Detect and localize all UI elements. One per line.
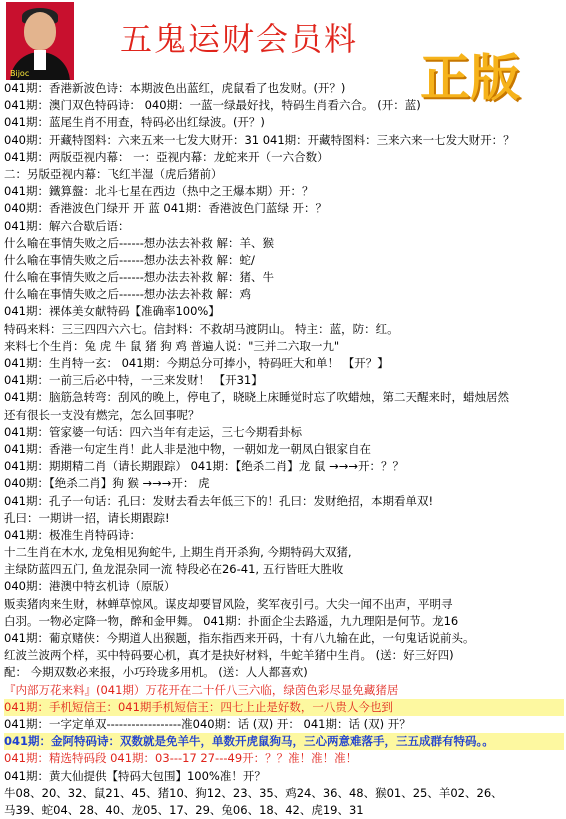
line-atv-inside-2: 二：另版亞视内幕：飞红半湿（虎后猪前） — [4, 166, 223, 181]
line-two-zodiac-1: 041期：期期精二肖（请长期跟踪） 041期：【绝杀二肖】龙 鼠 →→→开：？？ — [4, 459, 405, 474]
line-hidden-picture: 040期：开藏特图料：六来五来一七发大财开：31 041期：开藏特图料：三来六来一七发大财开：？ — [4, 132, 515, 147]
line-riddle-4: 什么喻在事情失败之后------想办法去补救 解：鸡 — [4, 287, 252, 302]
line-riddle-title: 041期：解六合歇后语： — [4, 218, 130, 233]
line-wave-gate: 040期：香港波色门绿开 开 蓝 041期：香港波色门蓝绿 开：？ — [4, 201, 328, 216]
line-atv-inside-1: 041期：两版亞视内幕： 一：亞视内幕：龙蛇来开（一六合数） — [4, 149, 329, 164]
line-numbers-2: 马39、蛇04、28、40、龙05、17、29、兔06、18、42、虎19、31 — [4, 802, 364, 817]
line-code-range: 041期：精选特码段 041期：03---17 27---49开：？？准！准！准！ — [4, 751, 358, 766]
line-confucius-1: 041期：孔子一句话：孔曰：发财去看去年低三下的！孔曰：发财绝招，本期看单双! — [4, 493, 434, 508]
line-confucius-2: 孔曰：一期讲一招，请长期跟踪! — [4, 510, 170, 525]
line-beauty-2: 来料七个生肖：兔 虎 牛 鼠 猪 狗 鸡 普遍人说："三并二六取一九" — [4, 338, 340, 353]
line-mystic-title: 040期：港澳中特玄机诗（原版） — [4, 579, 176, 594]
line-brain-teaser-2: 还有很长一支没有燃完，怎么回事呢？ — [4, 407, 200, 422]
line-beauty-title: 041期：裸体美女献特码【准确率100%】 — [4, 304, 220, 319]
genuine-badge: 正版 — [420, 49, 520, 107]
line-iron-abacus: 041期：鐵算盤：北斗七星在西边（热中之王爆本期）开：？ — [4, 184, 314, 199]
line-sms-king: 041期：手机短信王：041期手机短信王：四七上止是好数，一八贵人今也到 — [4, 699, 564, 716]
line-hk-sentence: 041期：香港一句定生肖！此人非是池中物，一朝如龙一朝凤白银家自在 — [4, 441, 371, 456]
line-single-double: 041期：一字定单双------------------准040期：话 (双) 开： 041期：话 (双) 开？ — [4, 716, 411, 731]
line-riddle-1: 什么喻在事情失败之后------想办法去补救 解：羊、猴 — [4, 235, 275, 250]
line-poem-1: 十二生肖在木水, 龙兔相见狗蛇牛, 上期生肖开杀狗, 今期特码大双猪, — [4, 545, 352, 560]
master-photo — [6, 2, 74, 80]
photo-tag: Bijoc — [10, 69, 30, 78]
line-macau-poem-2: 041期：蓝尾生肖不用查，特码必出红绿波。(开？) — [4, 115, 265, 130]
photo-shirt — [34, 50, 46, 70]
line-macau-poem: 041期：澳门双色特码诗： 040期：一蓝一绿最好找，特码生肖看六合。 (开：蓝) — [4, 98, 421, 113]
line-riddle-2: 什么喻在事情失败之后------想办法去补救 解：蛇/ — [4, 252, 255, 267]
line-gambler-3: 配： 今期双数必来报，小巧玲珑多用机。 (送：人人都喜欢) — [4, 665, 308, 680]
line-beauty-1: 特码来料：三三四四六六七。信封料：不救胡马渡阴山。 特主：蓝，防：红。 — [4, 321, 399, 336]
line-zodiac-2: 041期：一前三后必中特，一三来发财！ 【开31】 — [4, 373, 263, 388]
line-brain-teaser-1: 041期：脑筋急转弯：刮风的晚上，停电了，晓晓上床睡觉时忘了吹蜡烛，第二天醒来时，蜡烛居然 — [4, 390, 509, 405]
line-poem-2: 主绿防蓝四五门, 鱼龙混杂同一流 特段必在26-41, 五行皆旺大胜收 — [4, 562, 344, 577]
line-numbers-1: 牛08、20、32、鼠21、45、猪10、狗12、23、35、鸡24、36、48、猴01、25、羊02、26、 — [4, 785, 503, 800]
photo-face — [24, 12, 56, 50]
line-golden-poem: 041期：金阿特码诗：双数就是免羊牛，单数开虎鼠狗马，三心两意难落手，三五成群有特码。。 — [4, 733, 564, 750]
line-riddle-3: 什么喻在事情失败之后------想办法去补救 解：猪、牛 — [4, 270, 275, 285]
line-wong-tai-sin: 041期：黄大仙提供【特码大包围】100%准！开？ — [4, 768, 266, 783]
line-wave-poem: 041期：香港新波色诗：本期波色出蓝红，虎鼠看了也发财。(开？) — [4, 81, 346, 95]
line-poem-title: 041期：极准生肖特码诗： — [4, 527, 141, 542]
page-title: 五鬼运财会员料 — [120, 20, 359, 58]
line-two-zodiac-2: 040期：【绝杀二肖】狗 猴 →→→开： 虎 — [4, 476, 210, 491]
line-mystic-1: 贩卖猪肉来生财，林蝉草惊风。谋皮却要冒风险，奖军夜引弓。大尖一闻不出声，平明寻 — [4, 596, 453, 611]
line-zodiac-1: 041期：生肖特一玄： 041期：今期总分可捧小，特码旺大和单！ 【开？】 — [4, 356, 389, 370]
content-list — [4, 80, 564, 819]
line-housekeeper: 041期：管家婆一句话：四六当年有走运，三七今期看卦标 — [4, 424, 302, 439]
line-gambler-1: 041期：葡京赌侠：今期道人出猴题，指东指西来开码，十有八九输在此，一句鬼话说前头。 — [4, 631, 475, 645]
line-mystic-2: 白羽。一物必定降一物，醉和金甲舞。 041期：扑面企尘去路遥，九九理阳是何节。龙16 — [4, 613, 459, 628]
line-gambler-2: 红波兰波两个样，买中特码要心机，真才是抉好材料，牛蛇羊猪中生肖。 (送：好三好四) — [4, 648, 454, 663]
line-flower-source: 『内部万花来料』(041期）万花开在二十仟八三六临，绿茵色彩尽显免藏猪居 — [4, 682, 399, 697]
